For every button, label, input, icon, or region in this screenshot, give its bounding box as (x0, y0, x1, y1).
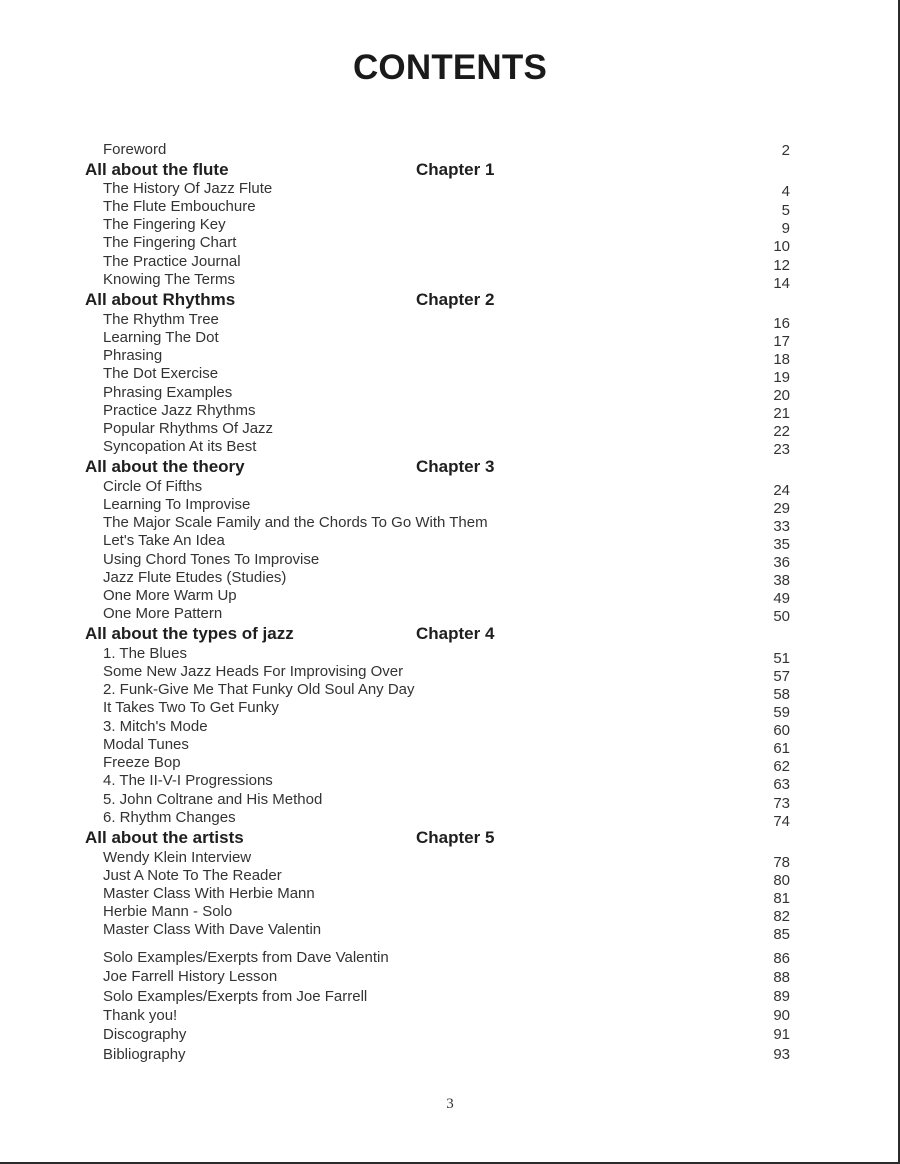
toc-entry-page: 51 (773, 650, 790, 667)
toc-entry (0, 699, 900, 719)
toc-entry-page: 24 (773, 482, 790, 499)
toc-entry-page: 38 (773, 572, 790, 589)
toc-entry-page: 9 (781, 220, 790, 237)
toc-entry-label: Wendy Klein Interview (103, 849, 252, 866)
toc-section-heading (0, 160, 900, 180)
toc-entry-page: 60 (773, 722, 790, 739)
toc-entry (0, 329, 900, 349)
toc-entry-page: 23 (773, 441, 790, 458)
toc-entry-page: 85 (773, 926, 790, 943)
toc-entry-label: Master Class With Dave Valentin (103, 921, 322, 938)
toc-entry-label: Solo Examples/Exerpts from Dave Valentin (103, 949, 389, 966)
chapter-label: Chapter 5 (416, 828, 495, 847)
toc-entry-page: 35 (773, 536, 790, 553)
chapter-label: Chapter 3 (416, 457, 495, 476)
toc-entry-label: The Major Scale Family and the Chords To Go With Them (103, 514, 488, 531)
toc-entry (0, 253, 900, 273)
toc-entry-page: 49 (773, 590, 790, 607)
toc-entry (0, 347, 900, 367)
toc-entry (0, 791, 900, 811)
toc-entry-label: 3. Mitch's Mode (103, 718, 208, 735)
toc-entry-label: Joe Farrell History Lesson (103, 968, 278, 985)
toc-entry-label: Learning To Improvise (103, 496, 251, 513)
toc-entry-page: 90 (773, 1007, 790, 1024)
toc-entry-page: 63 (773, 776, 790, 793)
toc-entry-label: One More Pattern (103, 605, 223, 622)
toc-entry (0, 645, 900, 665)
section-title: All about the theory (85, 457, 245, 476)
toc-entry (0, 1007, 900, 1027)
toc-entry-page: 29 (773, 500, 790, 517)
toc-entry (0, 754, 900, 774)
toc-entry-page: 91 (773, 1026, 790, 1043)
toc-entry-label: Modal Tunes (103, 736, 189, 753)
toc-entry-page: 57 (773, 668, 790, 685)
toc-entry-label: Jazz Flute Etudes (Studies) (103, 569, 287, 586)
toc-entry-label: The Fingering Key (103, 216, 226, 233)
toc-entry-page: 19 (773, 369, 790, 386)
toc-entry (0, 988, 900, 1008)
toc-entry (0, 968, 900, 988)
toc-entry-page: 58 (773, 686, 790, 703)
toc-entry-page: 21 (773, 405, 790, 422)
toc-entry (0, 496, 900, 516)
toc-entry (0, 438, 900, 458)
toc-entry-label: One More Warm Up (103, 587, 237, 604)
chapter-label: Chapter 1 (416, 160, 495, 179)
toc-entry-label: Herbie Mann - Solo (103, 903, 233, 920)
toc-entry (0, 867, 900, 887)
toc-entry-label: It Takes Two To Get Funky (103, 699, 279, 716)
toc-entry-label: Knowing The Terms (103, 271, 236, 288)
toc-entry (0, 772, 900, 792)
toc-entry (0, 478, 900, 498)
toc-section-heading (0, 290, 900, 310)
toc-entry-page: 5 (781, 202, 790, 219)
toc-entry (0, 718, 900, 738)
toc-entry-label: Just A Note To The Reader (103, 867, 282, 884)
toc-entry (0, 234, 900, 254)
toc-entry-page: 86 (773, 950, 790, 967)
toc-entry-label: 2. Funk-Give Me That Funky Old Soul Any Day (103, 681, 415, 698)
section-title: All about the artists (85, 828, 244, 847)
toc-entry-page: 2 (781, 142, 790, 159)
toc-entry-label: The Rhythm Tree (103, 311, 219, 328)
toc-entry-page: 33 (773, 518, 790, 535)
toc-entry-page: 22 (773, 423, 790, 440)
toc-entry-page: 93 (773, 1046, 790, 1063)
toc-entry-page: 18 (773, 351, 790, 368)
toc-entry-label: The History Of Jazz Flute (103, 180, 273, 197)
toc-entry (0, 216, 900, 236)
toc-entry (0, 384, 900, 404)
toc-entry-page: 62 (773, 758, 790, 775)
toc-entry-label: 6. Rhythm Changes (103, 809, 236, 826)
toc-entry-label: Using Chord Tones To Improvise (103, 551, 320, 568)
toc-entry (0, 532, 900, 552)
toc-entry-label: Practice Jazz Rhythms (103, 402, 256, 419)
toc-entry-label: Solo Examples/Exerpts from Joe Farrell (103, 988, 368, 1005)
toc-entry-label: 4. The II-V-I Progressions (103, 772, 273, 789)
toc-entry (0, 849, 900, 869)
toc-entry-page: 81 (773, 890, 790, 907)
toc-entry-label: 5. John Coltrane and His Method (103, 791, 323, 808)
toc-entry-page: 61 (773, 740, 790, 757)
section-title: All about the flute (85, 160, 229, 179)
chapter-label: Chapter 2 (416, 290, 495, 309)
toc-entry-page: 50 (773, 608, 790, 625)
toc-entry (0, 1026, 900, 1046)
section-title: All about Rhythms (85, 290, 236, 309)
toc-entry-page: 10 (773, 238, 790, 255)
toc-entry-label: Thank you! (103, 1007, 178, 1024)
toc-entry (0, 605, 900, 625)
toc-entry-label: The Flute Embouchure (103, 198, 256, 215)
toc-section-heading (0, 457, 900, 477)
toc-entry-page: 20 (773, 387, 790, 404)
toc-entry (0, 271, 900, 291)
toc-entry (0, 569, 900, 589)
toc-entry-page: 16 (773, 315, 790, 332)
toc-entry-label: Let's Take An Idea (103, 532, 225, 549)
toc-entry-page: 89 (773, 988, 790, 1005)
toc-entry (0, 311, 900, 331)
toc-entry-label: The Dot Exercise (103, 365, 219, 382)
toc-entry-page: 14 (773, 275, 790, 292)
toc-entry-label: Circle Of Fifths (103, 478, 203, 495)
toc-entry (0, 903, 900, 923)
toc-entry-page: 82 (773, 908, 790, 925)
toc-entry-label: 1. The Blues (103, 645, 187, 662)
toc-entry-label: Master Class With Herbie Mann (103, 885, 315, 902)
toc-entry (0, 420, 900, 440)
chapter-label: Chapter 4 (416, 624, 495, 643)
toc-entry-label: Foreword (103, 141, 167, 158)
section-title: All about the types of jazz (85, 624, 294, 643)
toc-entry-label: Syncopation At its Best (103, 438, 257, 455)
toc-entry (0, 587, 900, 607)
toc-entry (0, 736, 900, 756)
toc-entry-label: Learning The Dot (103, 329, 219, 346)
toc-entry (0, 1046, 900, 1066)
toc-entry (0, 681, 900, 701)
toc-entry-label: The Practice Journal (103, 253, 241, 270)
toc-entry-label: Bibliography (103, 1046, 186, 1063)
toc-entry-page: 4 (781, 183, 790, 200)
toc-entry-page: 73 (773, 795, 790, 812)
page-number: 3 (446, 1096, 454, 1112)
toc-entry (0, 198, 900, 218)
toc-entry-foreword (0, 141, 900, 161)
toc-entry (0, 365, 900, 385)
toc-entry-page: 36 (773, 554, 790, 571)
toc-entry-page: 80 (773, 872, 790, 889)
toc-entry (0, 402, 900, 422)
toc-entry-label: Popular Rhythms Of Jazz (103, 420, 274, 437)
toc-entry (0, 180, 900, 200)
toc-entry (0, 663, 900, 683)
toc-section-heading (0, 828, 900, 848)
toc-entry-page: 59 (773, 704, 790, 721)
toc-entry-label: Some New Jazz Heads For Improvising Over (103, 663, 404, 680)
toc-entry (0, 514, 900, 534)
toc-entry-page: 12 (773, 257, 790, 274)
page-title: CONTENTS (352, 48, 548, 87)
toc-entry (0, 551, 900, 571)
toc-entry (0, 949, 900, 969)
toc-entry (0, 921, 900, 941)
toc-entry-label: Phrasing (103, 347, 163, 364)
toc-entry-page: 88 (773, 969, 790, 986)
toc-section-heading (0, 624, 900, 644)
toc-entry-label: Freeze Bop (103, 754, 181, 771)
toc-entry (0, 885, 900, 905)
toc-entry-label: The Fingering Chart (103, 234, 237, 251)
toc-entry-label: Phrasing Examples (103, 384, 233, 401)
toc-entry-page: 17 (773, 333, 790, 350)
toc-entry-page: 78 (773, 854, 790, 871)
toc-entry-page: 74 (773, 813, 790, 830)
toc-entry-label: Discography (103, 1026, 187, 1043)
toc-entry (0, 809, 900, 829)
